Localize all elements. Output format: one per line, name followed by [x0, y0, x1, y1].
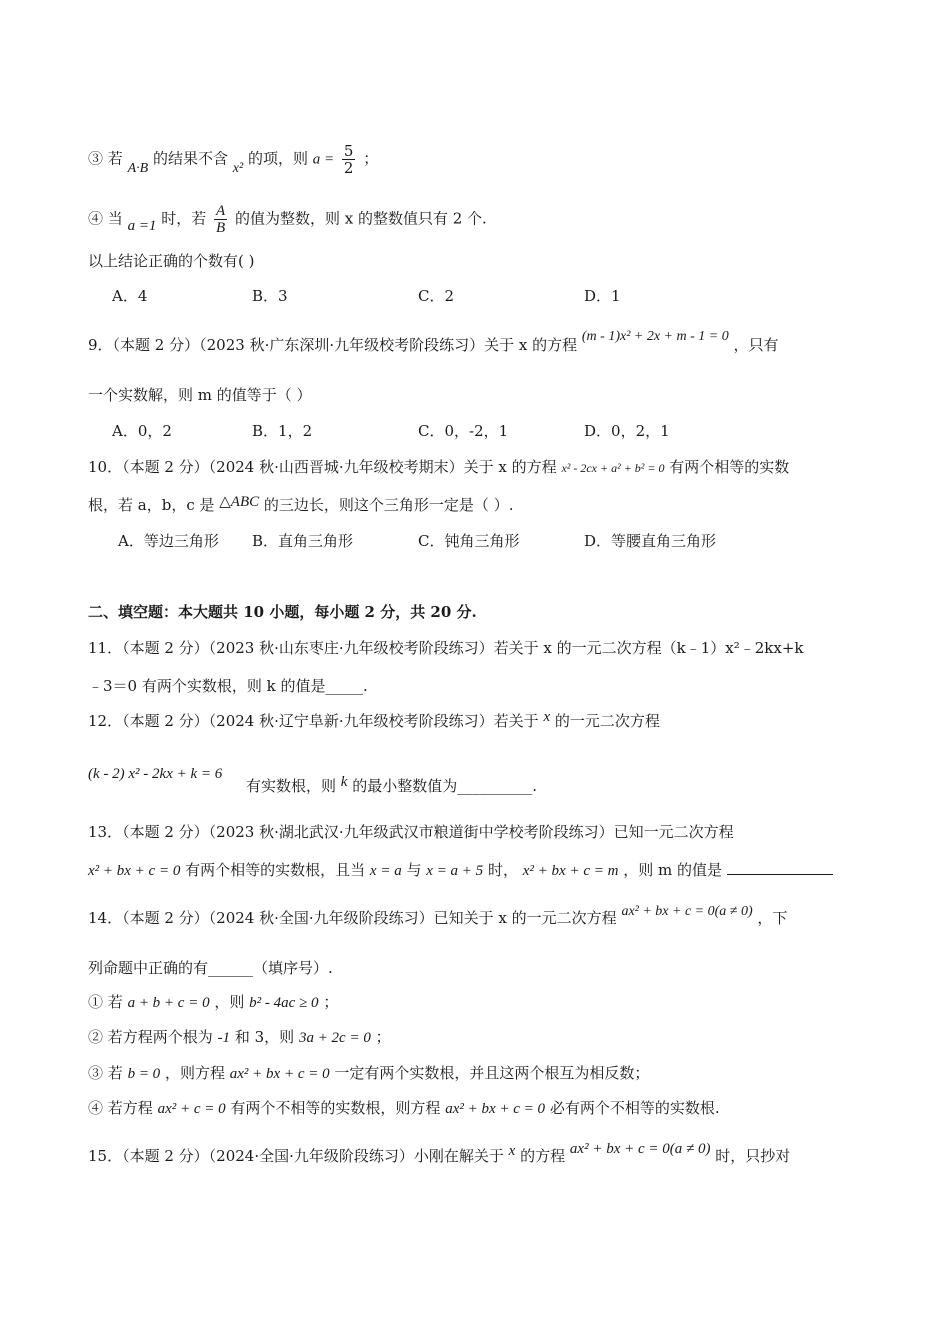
q14-stem-line2: 列命题中正确的有______（填序号）. — [88, 959, 333, 977]
option-a[interactable]: A．4 — [112, 287, 148, 305]
text: ，则 m 的值是 — [623, 861, 722, 879]
q14-statement-1 — [88, 991, 338, 1014]
math-expr: a =1 — [127, 217, 157, 234]
text: ① 若 — [88, 993, 123, 1011]
text: 14．（本题 2 分）（2024 秋·全国·九年级阶段练习）已知关于 x 的一元二次方程 — [88, 909, 617, 927]
text: 与 — [406, 861, 422, 879]
q10-stem-line2 — [88, 494, 513, 517]
math-expr: x — [543, 709, 551, 725]
text: 10．（本题 2 分）（2024 秋·山西晋城·九年级校考期末）关于 x 的方程 — [88, 458, 557, 476]
q8-statement-4 — [88, 203, 487, 236]
q14-statement-2 — [88, 1026, 391, 1049]
text: 时，只抄对 — [715, 1147, 791, 1165]
math-expr: ax² + c = 0 — [157, 1101, 226, 1117]
text: 有实数根，则 — [246, 777, 337, 795]
text: ，只有 — [733, 336, 779, 354]
text: ； — [323, 993, 339, 1011]
text: ④ 若方程 — [88, 1099, 153, 1117]
math-expr: a = — [312, 151, 335, 168]
text: 的最小整数值为__________. — [352, 777, 538, 795]
math-expr: 3a + 2c = 0 — [298, 1030, 371, 1046]
q10-stem — [88, 456, 789, 479]
fraction — [342, 143, 356, 176]
option-b[interactable]: B．1，2 — [252, 422, 313, 440]
option-c[interactable]: C．0，-2，1 — [418, 422, 509, 440]
option-d[interactable]: D．0，2，1 — [584, 422, 670, 440]
answer-blank[interactable] — [727, 874, 833, 875]
q14-statement-4 — [88, 1097, 720, 1120]
q15-stem — [88, 1141, 791, 1168]
option-b[interactable]: B．3 — [252, 287, 288, 305]
option-d[interactable]: D．等腰直角三角形 — [584, 532, 717, 550]
section-heading: 二、填空题：本大题共 10 小题，每小题 2 分，共 20 分. — [88, 603, 477, 621]
math-expr: (k - 2) x² - 2kx + k = 6 — [88, 766, 223, 782]
math-expr: -1 — [217, 1030, 231, 1046]
option-c[interactable]: C．2 — [418, 287, 455, 305]
math-expr: x — [508, 1143, 516, 1159]
text: 的项，则 — [247, 149, 308, 168]
q12-stem-line2-text — [246, 775, 537, 798]
math-expr: ax² + bx + c = 0(a ≠ 0) — [569, 1141, 711, 1157]
option-b[interactable]: B．直角三角形 — [252, 532, 354, 550]
denominator: B — [216, 220, 226, 236]
text: ，下 — [757, 909, 788, 927]
q9-stem — [88, 329, 779, 358]
math-expr: x = a — [369, 863, 402, 879]
math-expr: △ABC — [219, 494, 260, 510]
text: 15．（本题 2 分）（2024·全国·九年级阶段练习）小刚在解关于 — [88, 1147, 504, 1165]
text: 的值为整数，则 x 的整数值只有 2 个. — [234, 209, 487, 228]
option-d[interactable]: D．1 — [584, 287, 621, 305]
numerator: 5 — [343, 142, 354, 160]
text: 的方程 — [520, 1147, 566, 1165]
q11-stem-line2: ﹣3＝0 有两个实数根，则 k 的值是_____. — [88, 677, 368, 695]
text: 时，若 — [161, 209, 207, 228]
math-expr: x² - 2cx + a² + b² = 0 — [561, 461, 665, 475]
math-expr: x² + bx + c = m — [522, 863, 619, 879]
q12-stem — [88, 710, 660, 733]
q14-stem — [88, 904, 788, 931]
text: 必有两个不相等的实数根. — [549, 1099, 720, 1117]
q14-statement-3 — [88, 1062, 649, 1085]
denominator: 2 — [343, 159, 354, 177]
math-expr: (m - 1)x² + 2x + m - 1 = 0 — [581, 329, 729, 344]
q9-stem-line2: 一个实数解，则 m 的值等于（ ） — [88, 386, 312, 404]
text: ③ 若 — [88, 1064, 123, 1082]
text: ，则 — [214, 993, 245, 1011]
text: 12．（本题 2 分）（2024 秋·辽宁阜新·九年级校考阶段练习）若关于 — [88, 712, 539, 730]
math-expr: A·B — [127, 160, 149, 176]
math-expr: ax² + bx + c = 0 — [445, 1101, 546, 1117]
math-expr: a + b + c = 0 — [127, 995, 210, 1011]
math-expr: b = 0 — [127, 1066, 161, 1082]
text: 和 3，则 — [234, 1028, 295, 1046]
text: 9．（本题 2 分）（2023 秋·广东深圳·九年级校考阶段练习）关于 x 的方程 — [88, 336, 578, 354]
math-expr: x = a + 5 — [426, 863, 484, 879]
text: 一定有两个实数根，并且这两个根互为相反数； — [334, 1064, 650, 1082]
q12-stem-line2 — [88, 762, 222, 785]
text: 有两个相等的实数 — [669, 458, 790, 476]
q8-statement-3 — [88, 143, 378, 176]
text: 有两个不相等的实数根，则方程 — [230, 1099, 441, 1117]
option-c[interactable]: C．钝角三角形 — [418, 532, 520, 550]
math-expr: ax² + bx + c = 0 — [229, 1066, 330, 1082]
option-a[interactable]: A．0，2 — [112, 422, 172, 440]
text: ② 若方程两个根为 — [88, 1028, 213, 1046]
q13-stem: 13．（本题 2 分）（2023 秋·湖北武汉·九年级武汉市粮道街中学校考阶段练习）已知一元二次方程 — [88, 823, 734, 841]
q13-stem-line2 — [88, 859, 833, 882]
text: 时， — [487, 861, 518, 879]
numerator: A — [216, 203, 226, 219]
option-a[interactable]: A．等边三角形 — [118, 532, 219, 550]
fraction — [214, 203, 227, 236]
text: 的三边长，则这个三角形一定是（ ）. — [263, 496, 514, 514]
math-expr: b² - 4ac ≥ 0 — [249, 995, 319, 1011]
text: 的结果不含 — [152, 149, 228, 168]
math-expr: x² — [232, 160, 244, 176]
math-expr: k — [340, 774, 348, 790]
text: 有两个相等的实数根，且当 — [185, 861, 366, 879]
text: ④ 当 — [88, 209, 123, 228]
math-expr: ax² + bx + c = 0(a ≠ 0) — [621, 904, 753, 919]
q8-prompt: 以上结论正确的个数有( ) — [88, 252, 255, 270]
text: 的一元二次方程 — [554, 712, 660, 730]
text: ； — [363, 149, 379, 168]
text: ③ 若 — [88, 149, 123, 168]
text: ； — [375, 1028, 391, 1046]
text: 根，若 a，b，c 是 — [88, 496, 215, 514]
math-expr: x² + bx + c = 0 — [88, 863, 181, 879]
text: ，则方程 — [164, 1064, 225, 1082]
q11-stem: 11．（本题 2 分）（2023 秋·山东枣庄·九年级校考阶段练习）若关于 x 的一元二次方程（k﹣1）x²﹣2kx+k — [88, 639, 804, 657]
